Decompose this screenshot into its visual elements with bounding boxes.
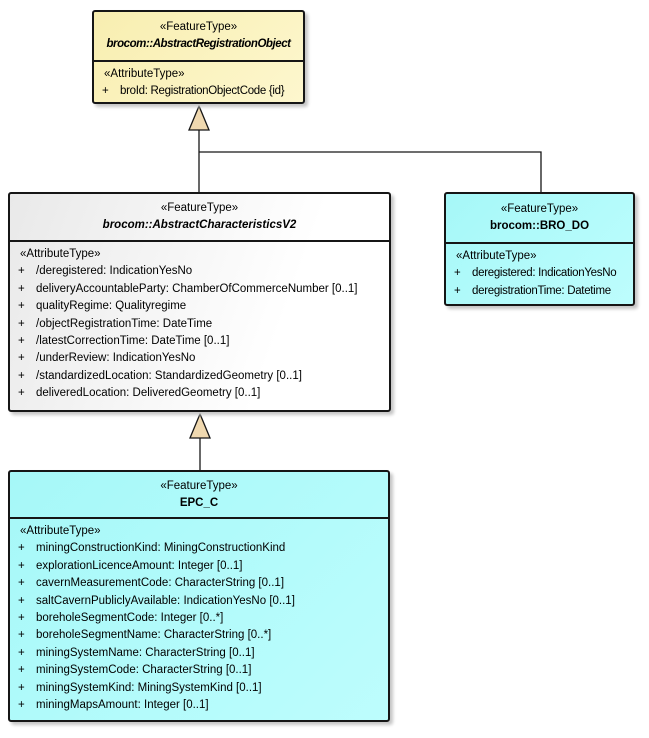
visibility-marker: + [18,542,25,555]
class-name: brocom::AbstractCharacteristicsV2 [102,219,297,231]
generalization-arrowhead-characteristics[interactable] [190,414,210,438]
attribute-row [10,662,388,679]
attribute-text: /deregistered: IndicationYesNo [36,265,193,278]
visibility-marker: + [18,611,25,624]
attribute-text: miningSystemName: CharacterString [0..1] [36,646,255,659]
class-stereotype: «FeatureType» [159,21,238,33]
attribute-row [10,610,388,627]
class-stereotype: «FeatureType» [160,202,239,214]
attribute-text: /objectRegistrationTime: DateTime [36,317,213,330]
attribute-text: qualityRegime: Qualityregime [36,300,187,313]
visibility-marker: + [18,387,25,400]
visibility-marker: + [18,646,25,659]
visibility-marker: + [102,85,109,98]
visibility-marker: + [18,334,25,347]
attribute-row [10,540,388,557]
attribute-text: boreholeSegmentName: CharacterString [0..*] [36,629,272,642]
attribute-text: /latestCorrectionTime: DateTime [0..1] [36,334,230,347]
attribute-row [10,558,388,575]
attribute-text: deliveryAccountableParty: ChamberOfCommerceNumber [0..1] [36,282,358,295]
class-bro-do[interactable] [444,192,635,306]
class-header [10,194,389,242]
attribute-stereotype: «AttributeType» [20,525,101,537]
visibility-marker: + [454,267,461,280]
attributes-compartment [446,244,633,300]
class-stereotype: «FeatureType» [160,479,238,492]
attribute-text: deliveredLocation: DeliveredGeometry [0..1] [36,387,261,400]
attribute-text: miningSystemCode: CharacterString [0..1] [36,664,252,677]
attributes-compartment [94,62,303,101]
class-stereotype: «FeatureType» [500,203,579,215]
generalization-line-bro-do-to-registration[interactable] [199,152,541,192]
visibility-marker: + [18,681,25,694]
attribute-row [10,593,388,610]
attribute-text: miningConstructionKind: MiningConstructionKind [36,542,286,555]
visibility-marker: + [18,559,25,572]
attribute-row [10,316,389,333]
attribute-text: explorationLicenceAmount: Integer [0..1] [36,559,243,572]
class-abstract-characteristics-v2[interactable] [8,192,391,412]
visibility-marker: + [18,317,25,330]
visibility-marker: + [18,629,25,642]
visibility-marker: + [18,265,25,278]
visibility-marker: + [18,282,25,295]
attribute-text: deregistrationTime: Datetime [472,284,611,297]
visibility-marker: + [18,664,25,677]
class-name: EPC_C [179,496,219,509]
attribute-row [10,680,388,697]
attribute-stereotype: «AttributeType» [456,250,537,262]
attribute-row [10,263,389,280]
visibility-marker: + [18,352,25,365]
visibility-marker: + [18,594,25,607]
attribute-stereotype: «AttributeType» [20,248,101,260]
visibility-marker: + [454,284,461,297]
attribute-row [10,298,389,315]
attribute-text: boreholeSegmentCode: Integer [0..*] [36,611,224,624]
class-header [10,472,388,519]
attribute-text: /underReview: IndicationYesNo [36,352,196,365]
generalization-arrowhead-registration-object[interactable] [189,106,209,130]
attribute-row [10,368,389,385]
class-epc-c[interactable] [8,470,390,722]
attribute-row [446,265,633,282]
visibility-marker: + [18,698,25,711]
class-name: brocom::AbstractRegistrationObject [106,38,291,50]
class-abstract-registration-object[interactable] [92,10,305,104]
attribute-text: broId: RegistrationObjectCode {id} [120,85,285,98]
visibility-marker: + [18,300,25,313]
attribute-row [10,281,389,298]
attribute-text: deregistered: IndicationYesNo [472,267,617,280]
attribute-row [10,385,389,402]
attribute-row [10,333,389,350]
class-name: brocom::BRO_DO [489,220,590,232]
attribute-row [94,83,303,100]
visibility-marker: + [18,369,25,382]
attribute-row [10,627,388,644]
attribute-text: /standardizedLocation: StandardizedGeometry [0..1] [36,369,302,382]
class-header [446,194,633,244]
attribute-text: miningMapsAmount: Integer [0..1] [36,698,209,711]
attribute-text: saltCavernPubliclyAvailable: IndicationYesNo [0..1] [36,594,295,607]
attributes-compartment [10,519,388,714]
attribute-row [10,350,389,367]
attribute-row [10,575,388,592]
visibility-marker: + [18,577,25,590]
attribute-text: cavernMeasurementCode: CharacterString [0..1] [36,577,285,590]
class-header [94,12,303,62]
attribute-stereotype: «AttributeType» [104,68,185,80]
attribute-text: miningSystemKind: MiningSystemKind [0..1] [36,681,262,694]
attributes-compartment [10,242,389,403]
attribute-row [446,283,633,300]
attribute-row [10,697,388,714]
attribute-row [10,645,388,662]
